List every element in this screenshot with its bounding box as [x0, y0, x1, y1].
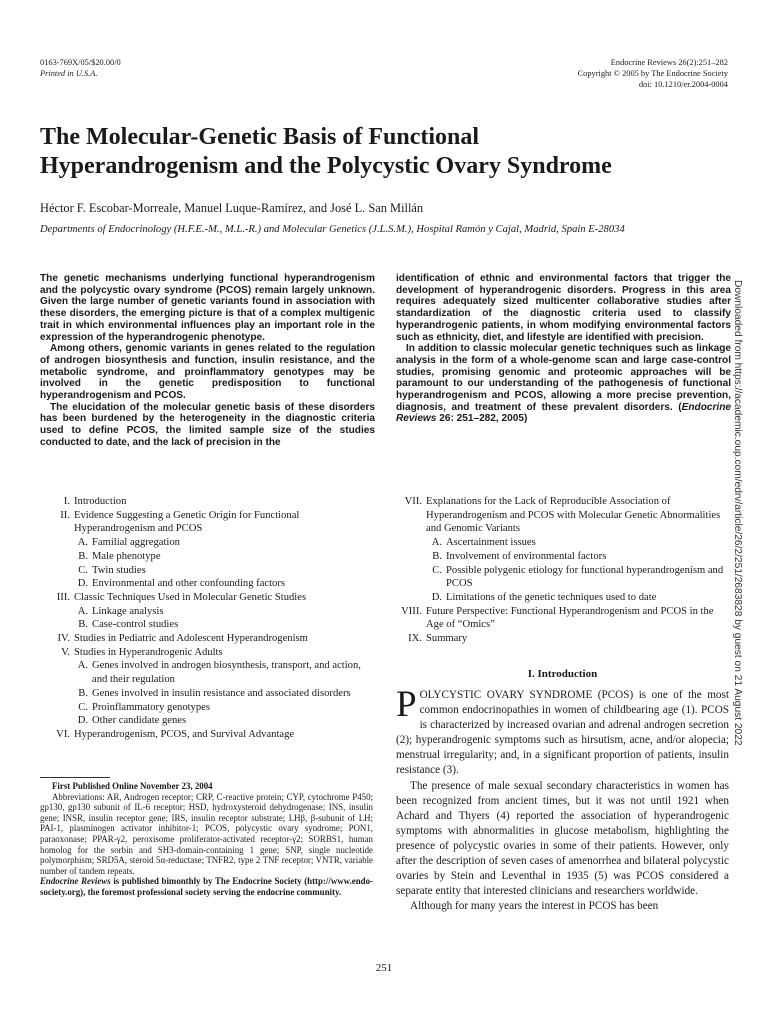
- toc-entry: [396, 536, 729, 550]
- toc-entry-number: I.: [63, 496, 70, 507]
- toc-entry-number: C.: [78, 701, 88, 713]
- toc-entry-title: Explanations for the Lack of Reproducible Association of Hyperandrogenism and PCOS with Molecular Genetic Abnormalities and Genomic Variants: [426, 496, 721, 535]
- toc-entry: [40, 687, 370, 701]
- issn-line: 0163-769X/05/$20.00/0: [40, 58, 121, 67]
- abstract-paragraph: identification of ethnic and environmental factors that trigger the development of hyperandrogenic disorders. Progress in this area requires adequately sized multicenter collaborative studies after standardization of the diagnostic criteria used to classify hyperandrogenic patients, in whom modifying environmental factors such as ethnicity, diet, and lifestyle are identified with precision.: [396, 273, 731, 343]
- toc-left-column: [40, 495, 370, 742]
- intro-paragraph: The presence of male sexual secondary characteristics in women has been recognized from ancient times, but it was not until 1921 when Achard and Thyers (4) reported the association of hyperandrogenic symptoms with abnormalities in glucose metabolism, highlighting the presence of polycystic ovaries in some of their patients. However, only after the description of seven cases of amenorrhea and bilateral polycystic ovaries by Stein and Leventhal in 1935 (5) was PCOS considered a separate entity that interested clinicians and researchers worldwide.: [396, 779, 729, 898]
- toc-entry: [40, 659, 370, 686]
- toc-entry: [40, 632, 370, 646]
- toc-entry: [40, 550, 370, 564]
- toc-entry-number: A.: [77, 660, 88, 672]
- title-line-1: The Molecular-Genetic Basis of Functional: [40, 124, 480, 150]
- toc-entry-title: Ascertainment issues: [446, 537, 536, 549]
- toc-entry-number: III.: [56, 591, 70, 603]
- introduction-body: [396, 684, 729, 914]
- download-note-text: Downloaded from https://academic.oup.com/edrv/article/26/2/251/2683828 by guest on 21 August 2022: [732, 280, 743, 746]
- footnote: [40, 781, 373, 898]
- article-title: [40, 123, 730, 181]
- toc-entry: [40, 728, 370, 742]
- journal-note-text: is published bimonthly by The Endocrine Society (http://www.endo-society.org), the foremost professional society serving the endocrine community.: [40, 876, 373, 897]
- toc-entry-title: Limitations of the genetic techniques used to date: [446, 591, 657, 603]
- drop-cap: P: [396, 684, 417, 725]
- toc-entry: [396, 495, 729, 536]
- toc-entry: [40, 591, 370, 605]
- toc-entry: [40, 646, 370, 660]
- toc-entry: [396, 605, 729, 632]
- abstract-paragraph: The elucidation of the molecular genetic basis of these disorders has been burdened by the heterogeneity in the diagnostic criteria used to define PCOS, the limited sample size of the studies conducted to date, and the lack of precision in the: [40, 401, 375, 448]
- toc-entry: [40, 536, 370, 550]
- toc-entry-title: Studies in Hyperandrogenic Adults: [74, 646, 223, 658]
- journal-volume-line: Endocrine Reviews 26(2):251–282: [610, 58, 728, 67]
- toc-entry-title: Evidence Suggesting a Genetic Origin for Functional Hyperandrogenism and PCOS: [74, 509, 300, 535]
- abstract-left-column: [40, 273, 375, 449]
- toc-entry-number: V.: [61, 646, 70, 658]
- intro-text: OLYCYSTIC OVARY SYNDROME (PCOS) is one of the most common endocrinopathies in women of childbearing age (1). PCOS is characterized by increased ovarian and adrenal androgen secretion (2); hyperandrogenic symptoms such as hirsutism, acne, and/or alopecia; menstrual irregularity; and, in a significant proportion of patients, insulin resistance (3).: [396, 689, 729, 777]
- section-heading: I. Introduction: [527, 668, 598, 680]
- first-published: First Published Online November 23, 2004: [52, 781, 213, 791]
- toc-entry-number: IX.: [408, 633, 422, 645]
- toc-entry-number: D.: [77, 715, 88, 727]
- toc-entry-title: Summary: [426, 633, 468, 645]
- toc-entry-number: VI.: [56, 728, 70, 740]
- doi-line: doi: 10.1210/er.2004-0004: [638, 80, 728, 89]
- toc-entry-title: Possible polygenic etiology for functional hyperandrogenism and PCOS: [446, 564, 724, 590]
- toc-entry: [396, 564, 729, 591]
- toc-entry-title: Proinflammatory genotypes: [92, 701, 210, 713]
- copyright-line: Copyright © 2005 by The Endocrine Society: [577, 69, 728, 78]
- toc-entry: [40, 714, 370, 728]
- footnote-rule: [40, 777, 110, 778]
- toc-entry-number: D.: [77, 578, 88, 590]
- toc-entry-title: Environmental and other confounding factors: [92, 578, 285, 590]
- intro-paragraph: Although for many years the interest in PCOS has been: [410, 900, 659, 913]
- page-number: 251: [375, 962, 393, 974]
- title-line-2: Hyperandrogenism and the Polycystic Ovary Syndrome: [40, 153, 612, 179]
- toc-entry-number: IV.: [57, 633, 70, 645]
- toc-entry-title: Genes involved in insulin resistance and associated disorders: [92, 687, 351, 699]
- journal-note: [40, 876, 373, 897]
- toc-entry-title: Classic Techniques Used in Molecular Genetic Studies: [74, 591, 307, 603]
- toc-entry-number: II.: [60, 509, 70, 521]
- toc-entry: [40, 701, 370, 715]
- toc-entry-number: C.: [432, 564, 442, 576]
- toc-entry: [40, 564, 370, 578]
- affiliation: Departments of Endocrinology (H.F.E.-M., M.L.-R.) and Molecular Genetics (J.L.S.M.), Hospital Ramón y Cajal, Madrid, Spain E-28034: [40, 224, 625, 235]
- abstract-paragraph: In addition to classic molecular genetic techniques such as linkage analysis in the form of a whole-genome scan and large case-control studies, promising genomic and proteomic approaches will be paramount to our understanding of the pathogenesis of functional hyperandrogenism and PCOS, allowing a more precise prevention, diagnosis, and treatment of these prevalent disorders. (Endocrine Reviews 26: 251–282, 2005): [396, 343, 732, 425]
- toc-entry-title: Male phenotype: [92, 550, 161, 562]
- toc-entry-title: Genes involved in androgen biosynthesis, transport, and action, and their regulation: [92, 660, 361, 686]
- toc-entry-title: Studies in Pediatric and Adolescent Hyperandrogenism: [74, 633, 308, 645]
- toc-entry-title: Familial aggregation: [92, 537, 180, 549]
- toc-entry-number: C.: [78, 564, 88, 576]
- toc-entry-title: Twin studies: [92, 564, 146, 576]
- toc-right-column: [396, 495, 729, 646]
- toc-entry-number: A.: [77, 605, 88, 617]
- journal-citation: [578, 57, 728, 90]
- abstract-text: In addition to classic molecular genetic techniques such as linkage analysis in the form of a whole-genome scan and large case-control studies, promising genomic and proteomic approaches will be paramount to our understanding of the pathogenesis of functional hyperandrogenism and PCOS, allowing a more precise prevention, diagnosis, and treatment of these prevalent disorders.: [396, 343, 731, 413]
- toc-entry: [40, 509, 370, 536]
- toc-entry-number: A.: [77, 537, 88, 549]
- toc-entry-title: Other candidate genes: [92, 715, 187, 727]
- download-note: [728, 280, 748, 1000]
- toc-entry-number: VIII.: [401, 605, 422, 617]
- citation-journal: Endocrine Reviews: [396, 401, 732, 425]
- abbreviations: Abbreviations: AR, Androgen receptor; CRP, C-reactive protein; CYP, cytochrome P450; gp130, gp130 subunit of IL-6 receptor; HSD, hydroxysteroid dehydrogenase; INS, insulin gene; INSR, insulin receptor gene; IRS, insulin receptor substrate; LHβ, β-subunit of LH; PAI-1, plasminogen activator inhibitor-1; PCOS, polycystic ovary syndrome; PON1, paraoxonase; PPAR-γ2, peroxisome proliferator-activated receptor-γ2; SORBS1, human homolog for the sorbin and SH3-domain-containing 1 gene; SNP, single nucleotide polymorphism; SRD5A, steroid 5α-reductase; TNFR2, type 2 TNF receptor; VNTR, variable number of tandem repeats.: [40, 791, 373, 876]
- toc-entry: [40, 577, 370, 591]
- abstract-paragraph: The genetic mechanisms underlying functional hyperandrogenism and the polycystic ovary syndrome (PCOS) remain largely unknown. Given the large number of genetic variants found in association with these disorders, the emerging picture is that of a complex multigenic trait in which environmental influences play an important role in the expression of the hyperandrogenic phenotype.: [40, 273, 375, 343]
- toc-entry-number: B.: [78, 687, 88, 699]
- citation-details: 26: 251–282, 2005): [439, 413, 528, 425]
- toc-entry: [396, 591, 729, 605]
- toc-entry: [396, 632, 729, 646]
- toc-entry-number: A.: [431, 537, 442, 549]
- toc-entry-number: B.: [78, 550, 88, 562]
- toc-entry-number: B.: [78, 619, 88, 631]
- intro-paragraph: [396, 684, 729, 779]
- toc-entry-number: B.: [432, 550, 442, 562]
- toc-entry: [396, 550, 729, 564]
- toc-entry-title: Case-control studies: [92, 619, 179, 631]
- toc-entry: [40, 618, 370, 632]
- toc-entry-title: Involvement of environmental factors: [446, 550, 607, 562]
- abstract-right-column: [396, 273, 731, 425]
- toc-entry-title: Hyperandrogenism, PCOS, and Survival Advantage: [74, 728, 295, 740]
- author-list: Héctor F. Escobar-Morreale, Manuel Luque-Ramírez, and José L. San Millán: [40, 201, 424, 215]
- toc-entry-title: Future Perspective: Functional Hyperandrogenism and PCOS in the Age of “Omics”: [426, 605, 714, 631]
- toc-entry-title: Introduction: [74, 496, 127, 507]
- journal-code: [40, 57, 121, 79]
- toc-entry-number: D.: [431, 591, 442, 603]
- printed-in-line: Printed in U.S.A.: [40, 69, 98, 78]
- toc-entry-title: Linkage analysis: [92, 605, 164, 617]
- journal-name: Endocrine Reviews: [40, 876, 111, 887]
- abstract-paragraph: Among others, genomic variants in genes related to the regulation of androgen biosynthesis and function, insulin resistance, and the metabolic syndrome, and proinflammatory genotypes may be involved in the genetic predisposition to functional hyperandrogenism and PCOS.: [40, 343, 375, 402]
- toc-entry-number: VII.: [404, 496, 422, 507]
- toc-entry: [40, 495, 370, 509]
- toc-entry: [40, 605, 370, 619]
